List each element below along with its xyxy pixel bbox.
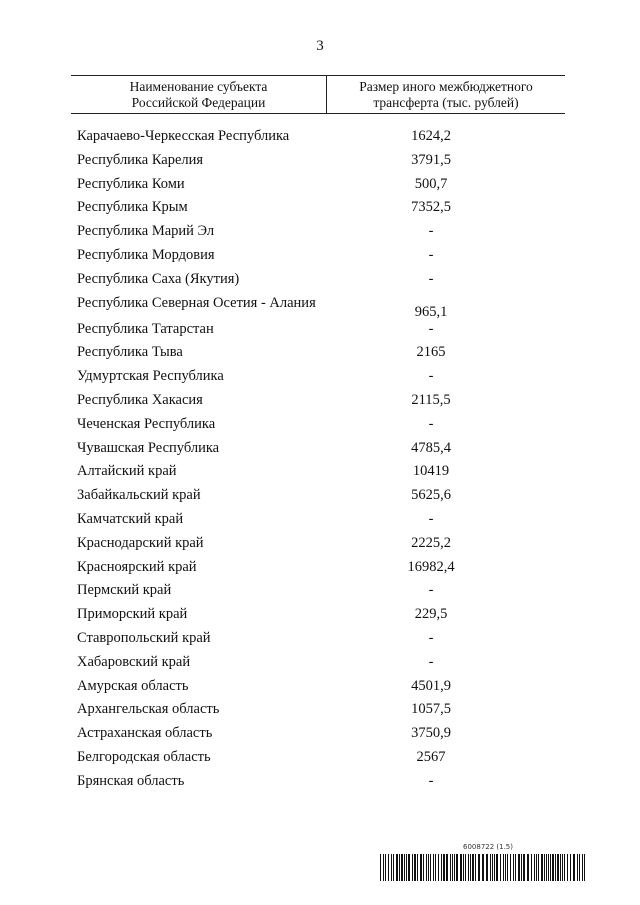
subject-name: Приморский край: [77, 606, 188, 623]
table-row: [77, 773, 565, 797]
barcode-label: 6008722 (1.5): [463, 843, 513, 851]
table-row: [77, 678, 565, 702]
table-row: [77, 487, 565, 511]
table-row: [77, 654, 565, 678]
table-row: [77, 321, 565, 345]
table-header: [71, 75, 565, 114]
table-row: [77, 535, 565, 559]
transfer-amount: -: [428, 223, 434, 240]
subject-name: Республика Татарстан: [77, 320, 214, 337]
table-row: [77, 368, 565, 392]
subject-name: Республика Коми: [77, 175, 185, 192]
transfer-amount: 2225,2: [411, 534, 451, 551]
table-row: [77, 606, 565, 630]
subject-name: Брянская область: [77, 772, 185, 789]
subject-name: Забайкальский край: [77, 487, 201, 504]
subject-name: Ставропольский край: [77, 629, 211, 646]
transfer-amount: 16982,4: [407, 558, 455, 575]
transfer-amount: -: [428, 320, 434, 337]
transfer-amount: 1624,2: [411, 128, 451, 144]
table-row: [77, 392, 565, 416]
table-row: [77, 749, 565, 773]
table-row: [77, 582, 565, 606]
barcode-block: [380, 843, 590, 881]
table-row: [77, 271, 565, 295]
subject-name: Карачаево-Черкесская Республика: [77, 128, 290, 144]
table-row: [77, 223, 565, 247]
subject-name: Алтайский край: [77, 463, 177, 480]
subject-name: Республика Северная Осетия - Алания: [77, 294, 316, 311]
subject-name: Чувашская Республика: [77, 439, 220, 456]
table-row: [77, 295, 565, 321]
subject-name: Республика Тыва: [77, 344, 183, 361]
subject-name: Амурская область: [77, 677, 189, 694]
transfer-amount: 4785,4: [411, 439, 451, 456]
table-row: [77, 559, 565, 583]
transfer-amount: 7352,5: [411, 199, 451, 216]
subject-name: Пермский край: [77, 582, 172, 599]
transfer-amount: -: [428, 246, 434, 263]
transfer-amount: 1057,5: [411, 701, 451, 718]
transfer-amount: 2115,5: [411, 391, 451, 408]
table-row: [77, 247, 565, 271]
subject-name: Чеченская Республика: [77, 415, 216, 432]
column-header-amount-text: Размер иного межбюджетного трансферта (тыс. рублей): [359, 79, 533, 110]
subject-name: Камчатский край: [77, 510, 184, 527]
table-row: [77, 511, 565, 535]
transfer-amount: -: [428, 772, 434, 789]
table-row: [77, 701, 565, 725]
transfer-amount: -: [428, 270, 434, 287]
subject-name: Республика Хакасия: [77, 391, 203, 408]
subject-name: Республика Карелия: [77, 151, 204, 168]
barcode-image: [380, 854, 586, 881]
transfer-amount: 10419: [412, 463, 450, 480]
subject-name: Краснодарский край: [77, 534, 204, 551]
transfer-amount: -: [428, 510, 434, 527]
table-row: [77, 344, 565, 368]
table-body: [77, 128, 565, 797]
column-header-subject-text: Наименование субъекта Российской Федерации: [129, 79, 268, 110]
transfer-amount: -: [428, 629, 434, 646]
transfer-amount: -: [428, 368, 434, 385]
transfer-amount: 229,5: [414, 606, 448, 623]
transfer-amount: 4501,9: [411, 677, 451, 694]
table-row: [77, 630, 565, 654]
transfer-amount: 3750,9: [411, 725, 451, 742]
table-row: [77, 725, 565, 749]
subject-name: Астраханская область: [77, 725, 213, 742]
column-header-subject: [71, 76, 327, 113]
table-row: [77, 440, 565, 464]
transfer-amount: -: [428, 415, 434, 432]
table-row: [77, 199, 565, 223]
column-header-amount: [327, 76, 565, 113]
subject-name: Белгородская область: [77, 748, 211, 765]
subject-name: Хабаровский край: [77, 653, 191, 670]
subject-name: Республика Саха (Якутия): [77, 270, 240, 287]
subject-name: Республика Мордовия: [77, 246, 215, 263]
transfer-amount: -: [428, 653, 434, 670]
transfer-amount: -: [428, 582, 434, 599]
subject-name: Удмуртская Республика: [77, 368, 224, 385]
table-row: [77, 128, 565, 152]
transfer-amount: 5625,6: [411, 487, 451, 504]
page-number: 3: [316, 38, 324, 54]
transfer-amount: 965,1: [414, 303, 448, 320]
table-row: [77, 176, 565, 200]
table-row: [77, 416, 565, 440]
table-row: [77, 152, 565, 176]
transfer-amount: 2567: [416, 748, 446, 765]
transfer-amount: 3791,5: [411, 151, 451, 168]
subject-name: Архангельская область: [77, 701, 220, 718]
subject-name: Красноярский край: [77, 558, 197, 575]
transfer-amount: 2165: [416, 344, 446, 361]
subject-name: Республика Марий Эл: [77, 223, 215, 240]
table-row: [77, 463, 565, 487]
transfer-amount: 500,7: [414, 175, 448, 192]
subject-name: Республика Крым: [77, 199, 188, 216]
